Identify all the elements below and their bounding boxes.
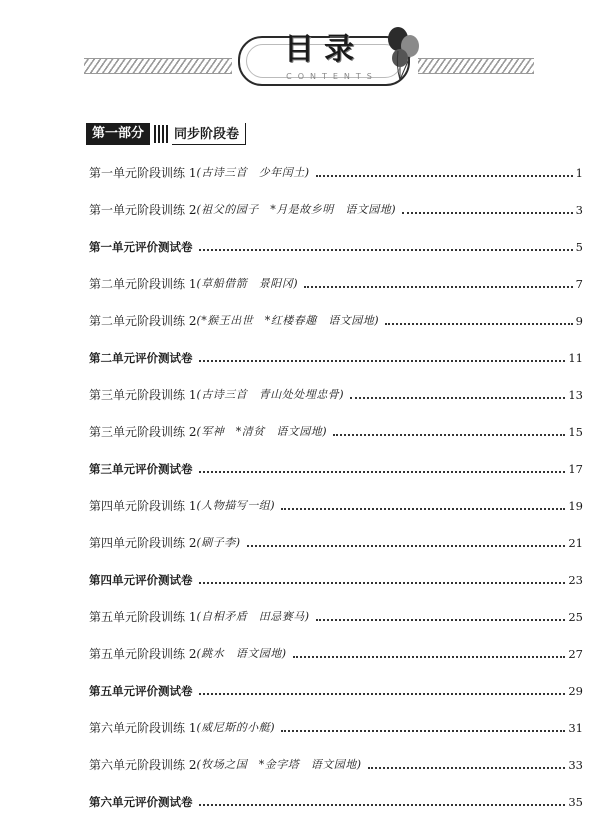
toc-entry-page: 31 xyxy=(568,721,583,735)
toc-entry-page: 19 xyxy=(568,499,583,513)
toc-entry[interactable] xyxy=(89,274,583,292)
toc-entry-page: 9 xyxy=(575,314,583,328)
section-tag: 第一部分 xyxy=(86,123,150,145)
toc-entry[interactable] xyxy=(89,237,583,255)
header-hatch-right xyxy=(418,58,534,74)
toc-entry-title: 第六单元阶段训练 2 xyxy=(89,758,197,772)
toc-entry-title: 第四单元评价测试卷 xyxy=(89,573,193,587)
toc-entry-title: 第五单元阶段训练 1 xyxy=(89,610,197,624)
toc-leader-dots xyxy=(199,249,573,251)
toc-entry[interactable] xyxy=(89,200,583,218)
toc-leader-dots xyxy=(199,360,566,362)
toc-leader-dots xyxy=(316,175,573,177)
toc-entry-title: 第四单元阶段训练 2 xyxy=(89,536,197,550)
balloons-icon xyxy=(386,26,420,82)
toc-entry[interactable] xyxy=(89,681,583,699)
toc-entry-title: 第三单元评价测试卷 xyxy=(89,462,193,476)
toc-entry-page: 11 xyxy=(568,351,583,365)
toc-entry-subtitle: (草船借箭 景阳冈) xyxy=(196,277,299,290)
toc-leader-dots xyxy=(333,434,565,436)
toc-entry-subtitle: (军神 *清贫 语文园地) xyxy=(196,425,328,438)
toc-entry-page: 5 xyxy=(575,240,583,254)
toc-entry-page: 21 xyxy=(568,536,583,550)
toc-entry-subtitle: (人物描写一组) xyxy=(196,499,276,512)
toc-entry-page: 29 xyxy=(568,684,583,698)
toc-leader-dots xyxy=(368,767,566,769)
toc-entry-title: 第五单元阶段训练 2 xyxy=(89,647,197,661)
toc-entry[interactable] xyxy=(89,755,583,773)
toc-entry-title: 第六单元评价测试卷 xyxy=(89,795,193,809)
toc-entry[interactable] xyxy=(89,607,583,625)
toc-entry-title: 第一单元评价测试卷 xyxy=(89,240,193,254)
toc-entry-title: 第二单元评价测试卷 xyxy=(89,351,193,365)
toc-leader-dots xyxy=(293,656,566,658)
toc-entry-page: 1 xyxy=(575,166,583,180)
toc-entry-page: 7 xyxy=(575,277,583,291)
toc-entry-subtitle: (牧场之国 *金字塔 语文园地) xyxy=(196,758,362,771)
toc-leader-dots xyxy=(350,397,565,399)
toc-entry-page: 33 xyxy=(568,758,583,772)
toc-entry[interactable] xyxy=(89,570,583,588)
toc-leader-dots xyxy=(385,323,573,325)
toc-entry[interactable] xyxy=(89,496,583,514)
toc-entry-subtitle: (自相矛盾 田忌赛马) xyxy=(196,610,310,623)
toc-leader-dots xyxy=(281,730,565,732)
toc-entry[interactable] xyxy=(89,385,583,403)
toc-leader-dots xyxy=(316,619,566,621)
section-bars xyxy=(154,124,168,144)
toc-entry-page: 23 xyxy=(568,573,583,587)
toc-entry-page: 13 xyxy=(568,388,583,402)
toc-entry[interactable] xyxy=(89,792,583,810)
toc-entry-title: 第一单元阶段训练 1 xyxy=(89,166,197,180)
toc-entry-page: 17 xyxy=(568,462,583,476)
toc-leader-dots xyxy=(199,471,566,473)
toc-entry[interactable] xyxy=(89,459,583,477)
toc-leader-dots xyxy=(281,508,565,510)
toc-entry-subtitle: (祖父的园子 *月是故乡明 语文园地) xyxy=(196,203,397,216)
toc-leader-dots xyxy=(199,804,566,806)
toc-entry-title: 第五单元评价测试卷 xyxy=(89,684,193,698)
toc-entry-page: 27 xyxy=(568,647,583,661)
toc-entry-subtitle: (跳水 语文园地) xyxy=(196,647,287,660)
header-hatch-left xyxy=(84,58,232,74)
toc-entry-subtitle: (刷子李) xyxy=(196,536,241,549)
toc-entry-subtitle: (*猴王出世 *红楼春趣 语文园地) xyxy=(196,314,380,327)
toc-entry-title: 第三单元阶段训练 1 xyxy=(89,388,197,402)
toc-leader-dots xyxy=(402,212,573,214)
toc-entry-title: 第二单元阶段训练 2 xyxy=(89,314,197,328)
toc-entry-page: 3 xyxy=(575,203,583,217)
toc-entry[interactable] xyxy=(89,311,583,329)
toc-leader-dots xyxy=(247,545,566,547)
toc-entry-subtitle: (威尼斯的小艇) xyxy=(196,721,276,734)
toc-entry-page: 15 xyxy=(568,425,583,439)
toc-entry-page: 25 xyxy=(568,610,583,624)
toc-entry-title: 第二单元阶段训练 1 xyxy=(89,277,197,291)
toc-entry-title: 第四单元阶段训练 1 xyxy=(89,499,197,513)
toc-leader-dots xyxy=(199,582,566,584)
toc-entry-title: 第一单元阶段训练 2 xyxy=(89,203,197,217)
toc-entry[interactable] xyxy=(89,348,583,366)
section-header xyxy=(86,123,246,145)
toc-entry-page: 35 xyxy=(568,795,583,809)
section-label: 同步阶段卷 xyxy=(172,123,246,145)
page-title: 目录 xyxy=(284,32,364,67)
toc-entry[interactable] xyxy=(89,533,583,551)
toc-entry-title: 第三单元阶段训练 2 xyxy=(89,425,197,439)
toc-entry[interactable] xyxy=(89,422,583,440)
toc-entry[interactable] xyxy=(89,644,583,662)
toc-leader-dots xyxy=(304,286,573,288)
toc-entry-title: 第六单元阶段训练 1 xyxy=(89,721,197,735)
toc-entry-subtitle: (古诗三首 青山处处埋忠骨) xyxy=(196,388,345,401)
toc-leader-dots xyxy=(199,693,566,695)
toc-entry[interactable] xyxy=(89,163,583,181)
page-title-english: CONTENTS xyxy=(286,72,378,81)
toc-entry-subtitle: (古诗三首 少年闰土) xyxy=(196,166,310,179)
toc-entry[interactable] xyxy=(89,718,583,736)
